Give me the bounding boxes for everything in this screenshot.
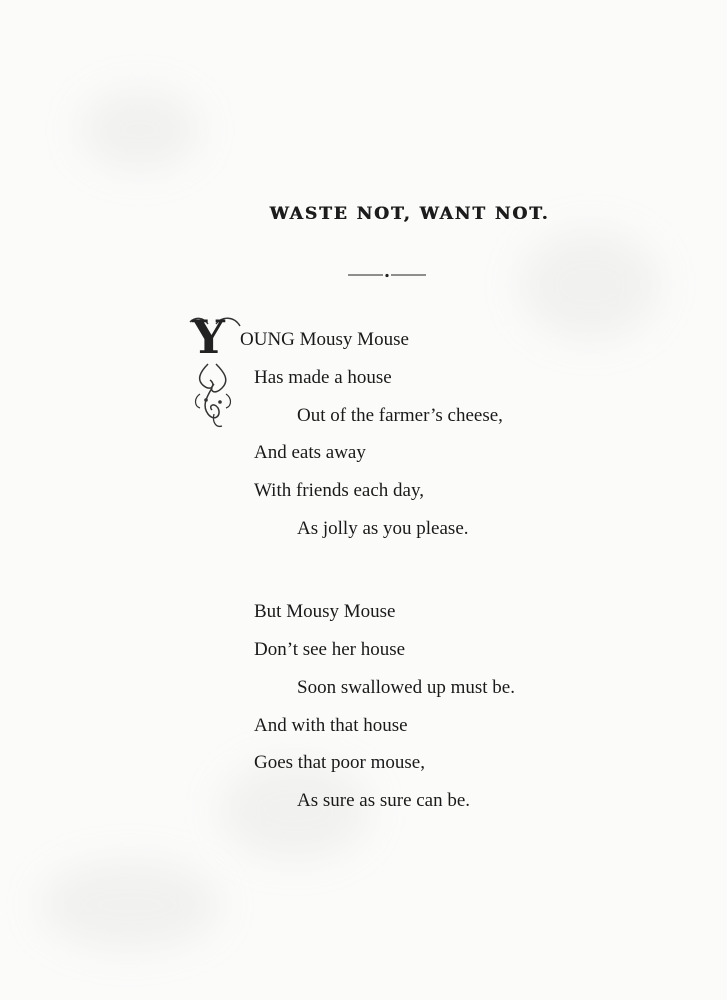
poem-line: And eats away <box>254 442 366 463</box>
poem-line: Don’t see her house <box>254 639 406 660</box>
poem-line: But Mousy Mouse <box>254 601 396 622</box>
poem-line: OUNG Mousy Mouse <box>240 329 409 350</box>
poem-line: Out of the farmer’s cheese, <box>297 405 503 426</box>
poem-line: Has made a house <box>254 367 392 388</box>
poem-line: With friends each day, <box>254 480 424 501</box>
poem-line: Goes that poor mouse, <box>254 752 425 773</box>
poem-line: As sure as sure can be. <box>297 790 471 811</box>
poem-line: And with that house <box>254 715 408 736</box>
drop-cap-letter: Y <box>192 310 225 364</box>
poem-line: As jolly as you please. <box>297 518 469 539</box>
drop-cap <box>186 310 246 432</box>
page-title-text: WASTE NOT, WANT NOT. <box>269 204 550 224</box>
poem-line: Soon swallowed up must be. <box>297 677 515 698</box>
